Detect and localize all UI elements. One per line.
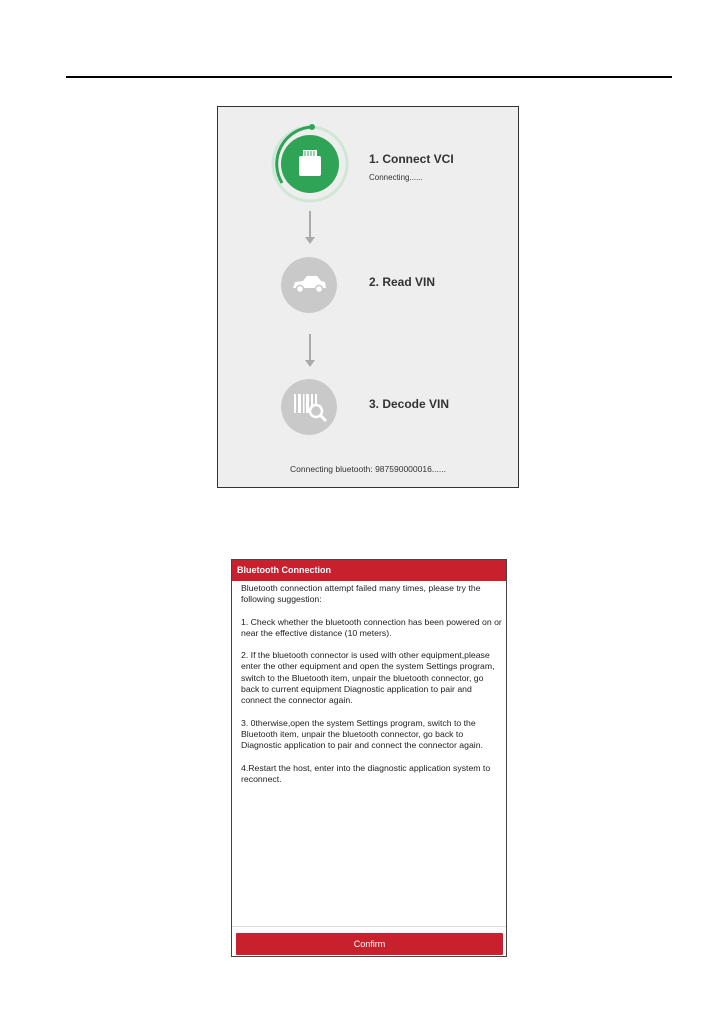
bluetooth-status-text: Connecting bluetooth: 987590000016...... (290, 464, 446, 474)
suggestion-item: 4.Restart the host, enter into the diagnostic application system to reconnect. (241, 762, 491, 784)
barcode-magnifier-icon (281, 379, 337, 435)
bluetooth-connection-dialog (231, 559, 507, 957)
dialog-intro: Bluetooth connection attempt failed many times, please try the following suggestion: (241, 583, 481, 605)
divider (232, 926, 506, 927)
step-1-status: Connecting...... (369, 173, 423, 182)
dialog-body (241, 583, 503, 796)
down-arrow-icon (309, 334, 311, 361)
vci-connection-screen (217, 106, 519, 488)
page-top-rule (66, 76, 672, 78)
step-3-title: 3. Decode VIN (369, 397, 450, 411)
vci-connector-icon (270, 123, 350, 203)
dialog-title: Bluetooth Connection (232, 560, 506, 581)
step-2-title: 2. Read VIN (369, 275, 436, 289)
suggestion-item: 1. Check whether the bluetooth connection has been powered on or near the effective distance (10 meters). (241, 616, 502, 638)
suggestion-item: 3. 0therwise,open the system Settings program, switch to the Bluetooth item, unpair the bluetooth connector, go back to Diagnostic application to pair and connect the connector again. (241, 717, 483, 751)
confirm-button[interactable]: Confirm (236, 933, 503, 955)
car-icon (281, 257, 337, 313)
down-arrow-icon (309, 211, 311, 238)
suggestion-item: 2. If the bluetooth connector is used with other equipment,please enter the other equipment and open the system Settings program, switch to the Bluetooth item, unpair the bluetooth connector, go back to current equipment Diagnostic application to pair and connect the connector again. (241, 650, 495, 706)
step-1-title: 1. Connect VCI (369, 152, 454, 166)
